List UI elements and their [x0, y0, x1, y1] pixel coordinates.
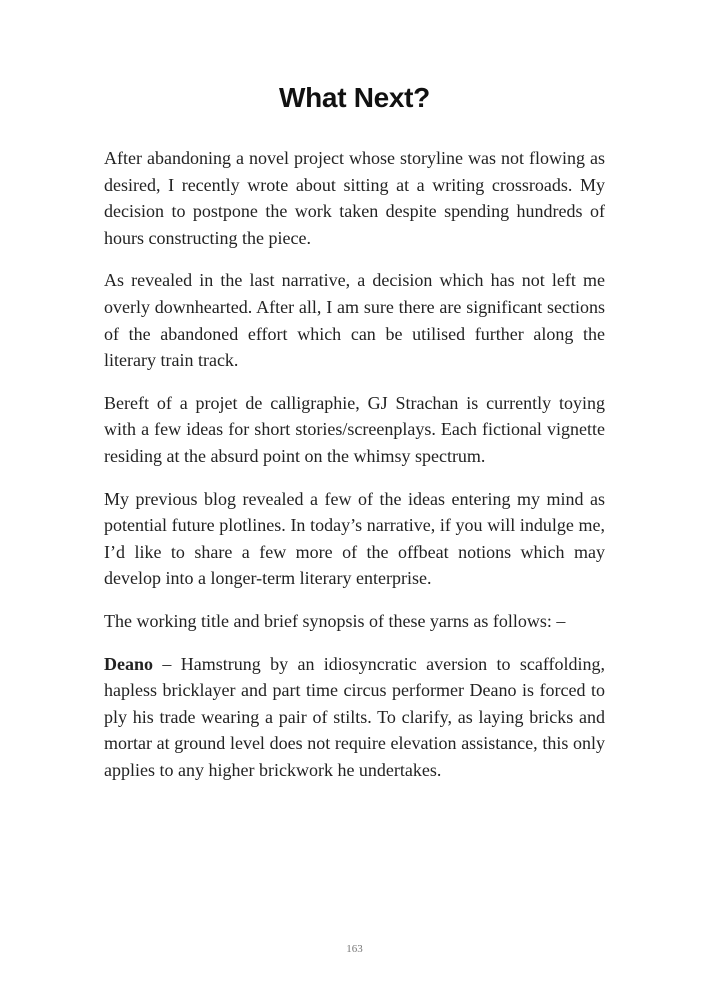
paragraph-4: My previous blog revealed a few of the ideas entering my mind as potential future plotlines. In today’s narrative, if you will indulge me, I’d like to share a few more of the offbeat notions which may develop into a longer-term literary enterprise.	[104, 488, 605, 589]
paragraph-5: The working title and brief synopsis of these yarns as follows: –	[104, 610, 566, 631]
paragraph-1: After abandoning a novel project whose storyline was not flowing as desired, I recently wrote about sitting at a writing crossroads. My decision to postpone the work taken despite spending hundreds of hours constructing the piece.	[104, 148, 605, 248]
story-entry-deano	[104, 651, 605, 784]
paragraph-3: Bereft of a projet de calligraphie, GJ Strachan is currently toying with a few ideas for short stories/screenplays. Each fictional vignette residing at the absurd point on the whimsy spectrum.	[104, 392, 605, 466]
body-text	[104, 145, 605, 799]
page-number: 163	[346, 943, 363, 955]
page-title: What Next?	[278, 82, 430, 113]
story-entry-title: Deano	[104, 653, 153, 674]
story-entry-synopsis: – Hamstrung by an idiosyncratic aversion to scaffolding, hapless bricklayer and part time circus performer Deano is forced to ply his trade wearing a pair of stilts. To clarify, as laying bricks and mortar at ground level does not require elevation assistance, this only applies to any higher brickwork he undertakes.	[104, 653, 605, 780]
paragraph-2: As revealed in the last narrative, a decision which has not left me overly downhearted. After all, I am sure there are significant sections of the abandoned effort which can be utilised further along the literary train track.	[104, 270, 605, 371]
